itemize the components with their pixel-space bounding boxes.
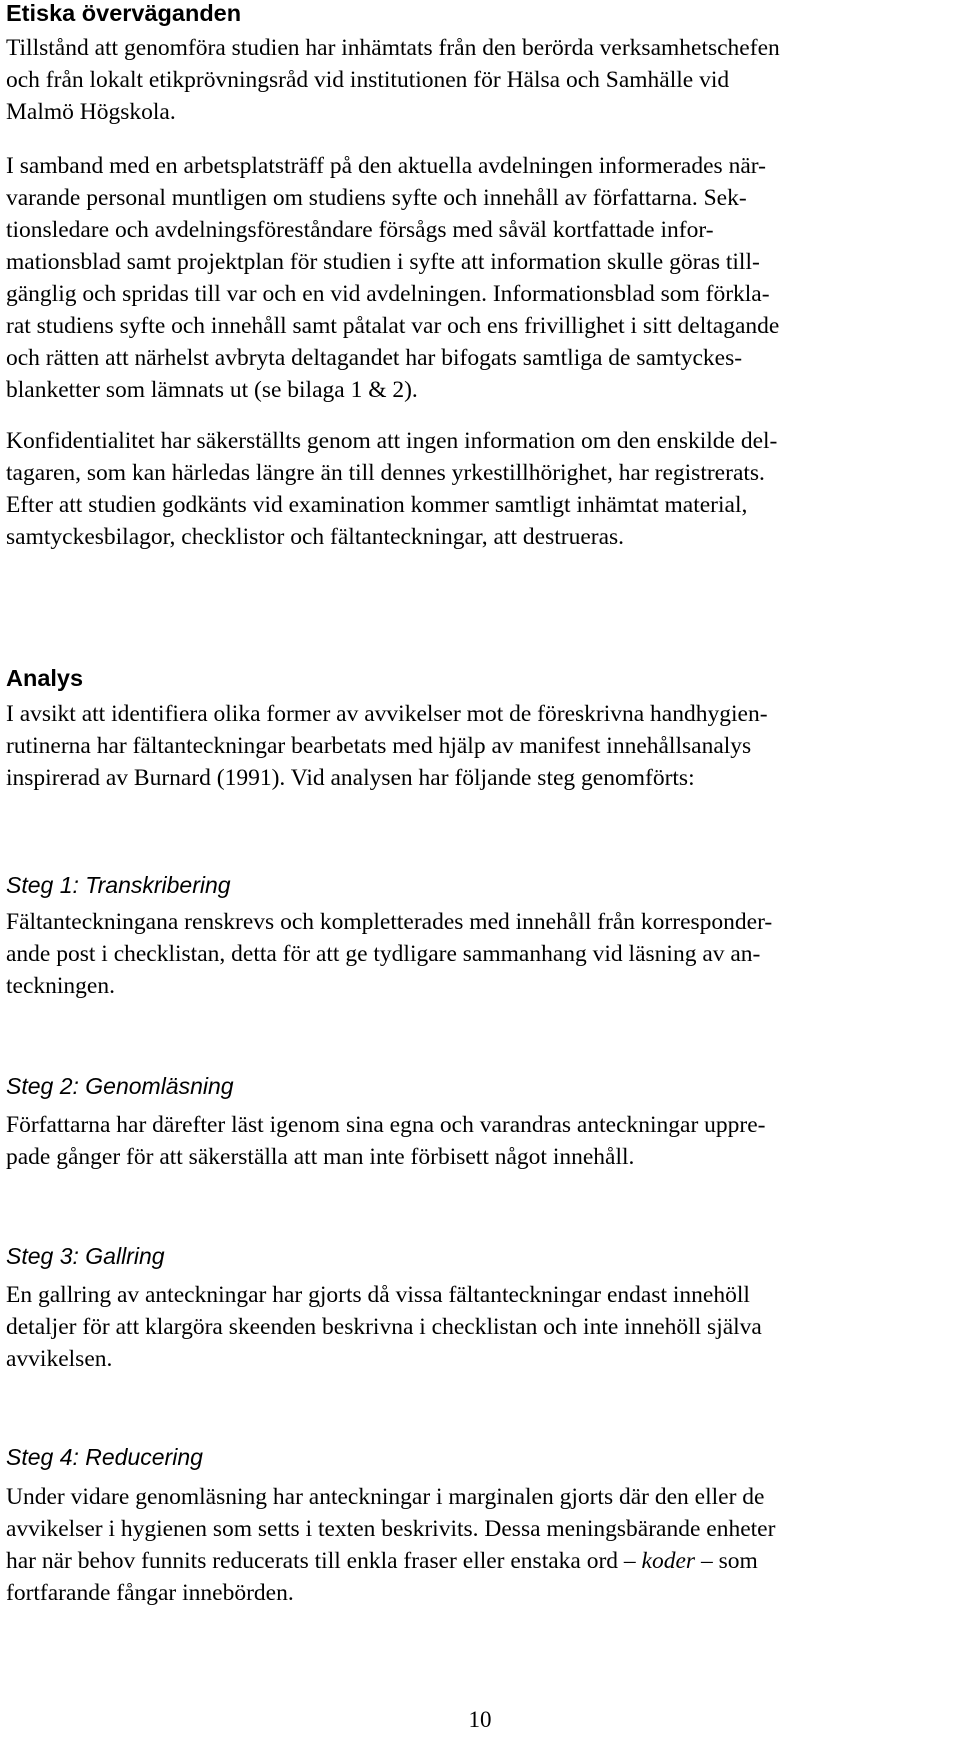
text-line: rutinerna har fältanteckningar bearbetats med hjälp av manifest innehållsanalys: [6, 733, 752, 759]
paragraph: [6, 906, 954, 1002]
text-segment: har när behov funnits reducerats till enkla fraser eller enstaka ord –: [6, 1548, 636, 1574]
text-line: teckningen.: [6, 973, 115, 999]
text-line: inspirerad av Burnard (1991). Vid analysen har följande steg genomförts:: [6, 765, 695, 791]
paragraph: [6, 1109, 954, 1173]
text-segment: – som: [700, 1548, 758, 1574]
text-line: tionsledare och avdelningsföreståndare försågs med såväl kortfattade infor-: [6, 217, 714, 243]
section-etiska: [6, 0, 954, 28]
text-line: varande personal muntligen om studiens syfte och innehåll av författarna. Sek-: [6, 185, 747, 211]
text-line: Malmö Högskola.: [6, 99, 176, 125]
text-line: och rätten att närhelst avbryta deltagandet har bifogats samtliga de samtyckes-: [6, 345, 743, 371]
text-line: gänglig och spridas till var och en vid avdelningen. Informationsblad som förkla-: [6, 281, 770, 307]
text-line: tagaren, som kan härledas längre än till dennes yrkestillhörighet, har registrerats.: [6, 460, 765, 486]
section-steg-1: [6, 870, 954, 900]
subsection-heading: Steg 1: Transkribering: [6, 872, 231, 898]
text-line: I samband med en arbetsplatsträff på den aktuella avdelningen informerades när-: [6, 153, 766, 179]
section-steg-3: [6, 1241, 954, 1271]
text-line: Fältanteckningana renskrevs och kompletterades med innehåll från korresponder-: [6, 909, 773, 935]
text-line: [6, 1545, 954, 1577]
text-line: Efter att studien godkänts vid examination kommer samtligt inhämtat material,: [6, 492, 748, 518]
text-line: rat studiens syfte och innehåll samt påtalat var och ens frivillighet i sitt deltagande: [6, 313, 780, 339]
paragraph: [6, 1481, 954, 1609]
paragraph: [6, 1279, 954, 1375]
text-line: En gallring av anteckningar har gjorts då vissa fältanteckningar endast innehöll: [6, 1282, 750, 1308]
text-line: Tillstånd att genomföra studien har inhämtats från den berörda verksamhetschefen: [6, 35, 780, 61]
text-line: och från lokalt etikprövningsråd vid institutionen för Hälsa och Samhälle vid: [6, 67, 730, 93]
subsection-heading: Steg 2: Genomläsning: [6, 1073, 234, 1099]
section-steg-4: [6, 1442, 954, 1472]
paragraph: [6, 150, 954, 406]
text-line: avvikelser i hygienen som setts i texten beskrivits. Dessa meningsbärande enheter: [6, 1516, 776, 1542]
subsection-heading: Steg 3: Gallring: [6, 1243, 165, 1269]
text-line: blanketter som lämnats ut (se bilaga 1 & 2).: [6, 377, 418, 403]
section-analys: [6, 663, 954, 693]
text-line: samtyckesbilagor, checklistor och fältanteckningar, att destrueras.: [6, 524, 625, 550]
text-line: fortfarande fångar innebörden.: [6, 1580, 294, 1606]
text-line: I avsikt att identifiera olika former av avvikelser mot de föreskrivna handhygien-: [6, 701, 768, 727]
text-line: Författarna har därefter läst igenom sina egna och varandras anteckningar uppre-: [6, 1112, 766, 1138]
paragraph: [6, 425, 954, 553]
section-heading: Analys: [6, 665, 84, 691]
text-line: pade gånger för att säkerställa att man inte förbisett något innehåll.: [6, 1144, 635, 1170]
paragraph: [6, 698, 954, 794]
text-line: detaljer för att klargöra skeenden beskrivna i checklistan och inte innehöll själva: [6, 1314, 762, 1340]
paragraph: [6, 32, 954, 128]
emphasis-term: koder: [641, 1548, 696, 1574]
text-line: Konfidentialitet har säkerställts genom att ingen information om den enskilde del-: [6, 428, 778, 454]
text-line: Under vidare genomläsning har anteckningar i marginalen gjorts där den eller de: [6, 1484, 765, 1510]
section-steg-2: [6, 1071, 954, 1101]
section-heading: Etiska överväganden: [6, 0, 242, 26]
text-line: ande post i checklistan, detta för att ge tydligare sammanhang vid läsning av an-: [6, 941, 761, 967]
text-line: mationsblad samt projektplan för studien i syfte att information skulle göras till-: [6, 249, 760, 275]
subsection-heading: Steg 4: Reducering: [6, 1444, 203, 1470]
text-line: avvikelsen.: [6, 1346, 113, 1372]
page-number: 10: [468, 1707, 492, 1732]
